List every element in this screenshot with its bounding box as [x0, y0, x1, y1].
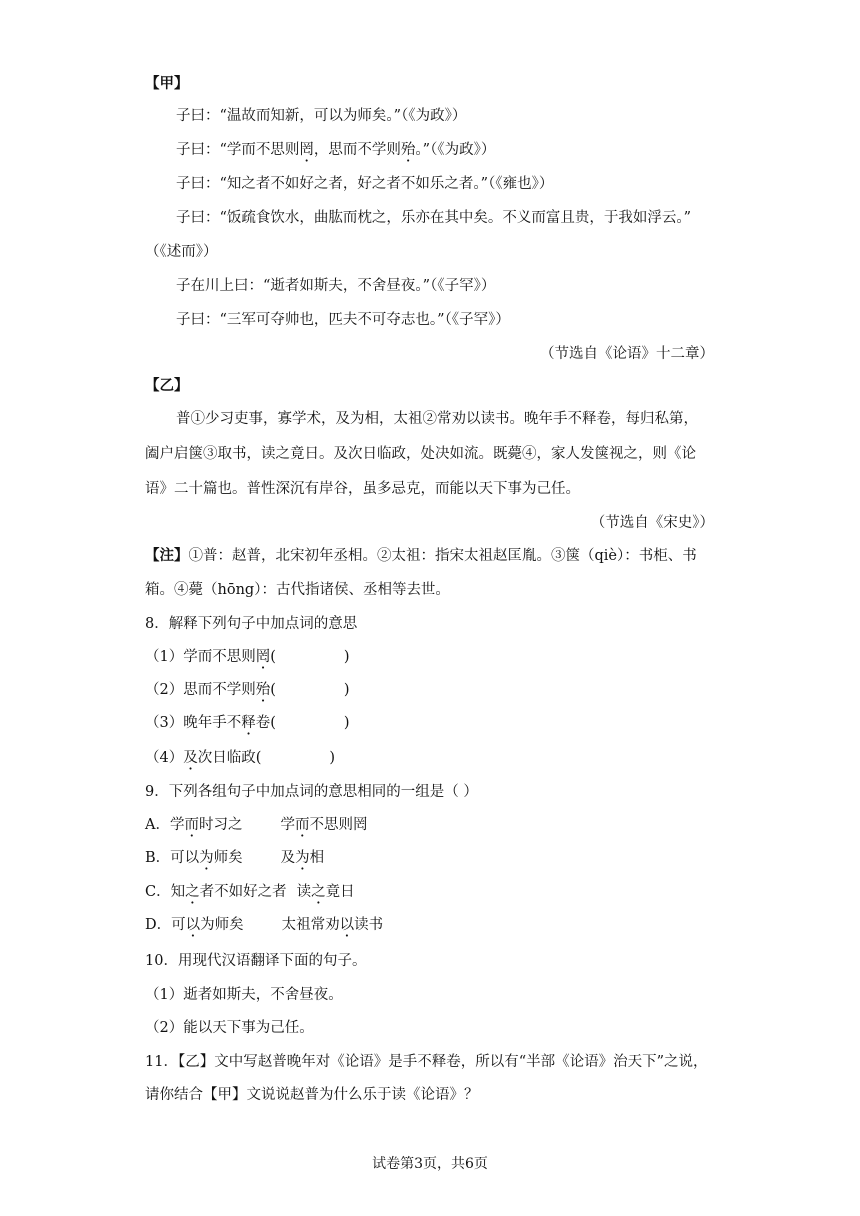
q9-option-d[interactable]: D．可以为师矣 太祖常劝以读书: [145, 917, 384, 933]
dotted-word: 殆: [400, 142, 416, 158]
q10-item-1: （1）逝者如斯夫，不舍昼夜。: [145, 987, 343, 1003]
q8-stem: 8．解释下列句子中加点词的意思: [145, 616, 358, 632]
note-line-2: 箱。④薨（hōng）：古代指诸侯、丞相等去世。: [145, 582, 450, 598]
jia-line-2: 子曰：“学而不思则罔，思而不学则殆。”（《为政》）: [176, 142, 496, 158]
jia-line-7: 子曰：“三军可夺帅也，匹夫不可夺志也。”（《子罕》）: [176, 312, 510, 328]
jia-line-3: 子曰：“知之者不如好之者，好之者不如乐之者。”（《雍也》）: [176, 176, 554, 192]
jia-line-5: （《述而》）: [145, 244, 218, 260]
q9-option-c[interactable]: C．知之者不如好之者 读之竟日: [145, 884, 355, 900]
q10-item-2: （2）能以天下事为己任。: [145, 1020, 314, 1036]
yi-para-line-1: 普①少习吏事，寡学术，及为相，太祖②常劝以读书。晚年手不释卷，每归私第，: [176, 411, 698, 427]
q11-line-1: 11．【乙】文中写赵普晚年对《论语》是手不释卷，所以有“半部《论语》治天下”之说，: [145, 1054, 708, 1070]
section-yi-label: 【乙】: [145, 377, 189, 394]
note-line-1: 【注】①普：赵普，北宋初年丞相。②太祖：指宋太祖赵匡胤。③箧（qiè）：书柜、书: [145, 547, 697, 564]
page-footer: 试卷第3页，共6页: [372, 1156, 488, 1172]
section-jia-label: 【甲】: [145, 75, 189, 92]
jia-line-6: 子在川上曰：“逝者如斯夫，不舍昼夜。”（《子罕》）: [176, 278, 496, 294]
dotted-word: 罔: [299, 142, 314, 158]
yi-para-line-2: 阖户启箧③取书，读之竟日。及次日临政，处决如流。既薨④，家人发箧视之，则《论: [145, 446, 696, 462]
yi-para-line-3: 语》二十篇也。普性深沉有岸谷，虽多忌克，而能以天下事为己任。: [145, 481, 580, 497]
jia-line-4: 子曰：“饭疏食饮水，曲肱而枕之，乐亦在其中矣。不义而富且贵，于我如浮云。”: [176, 210, 692, 226]
q8-item-1: （1）学而不思则罔( ): [145, 649, 350, 665]
q9-stem: 9．下列各组句子中加点词的意思相同的一组是（ ）: [145, 784, 478, 800]
q10-stem: 10．用现代汉语翻译下面的句子。: [145, 953, 367, 969]
yi-source: （节选自《宋史》）: [590, 515, 714, 531]
q8-item-2: （2）思而不学则殆( ): [145, 682, 350, 698]
q9-option-b[interactable]: B．可以为师矣 及为相: [145, 850, 325, 866]
jia-source: （节选自《论语》十二章）: [540, 346, 714, 362]
jia-line-1: 子曰：“温故而知新，可以为师矣。”（《为政》）: [176, 108, 467, 124]
q9-option-a[interactable]: A．学而时习之 学而不思则罔: [145, 817, 368, 833]
q8-item-3: （3）晚年手不释卷( ): [145, 715, 350, 731]
q11-line-2: 请你结合【甲】文说说赵普为什么乐于读《论语》？: [145, 1087, 479, 1103]
q8-item-4: （4）及次日临政( ): [145, 750, 336, 766]
